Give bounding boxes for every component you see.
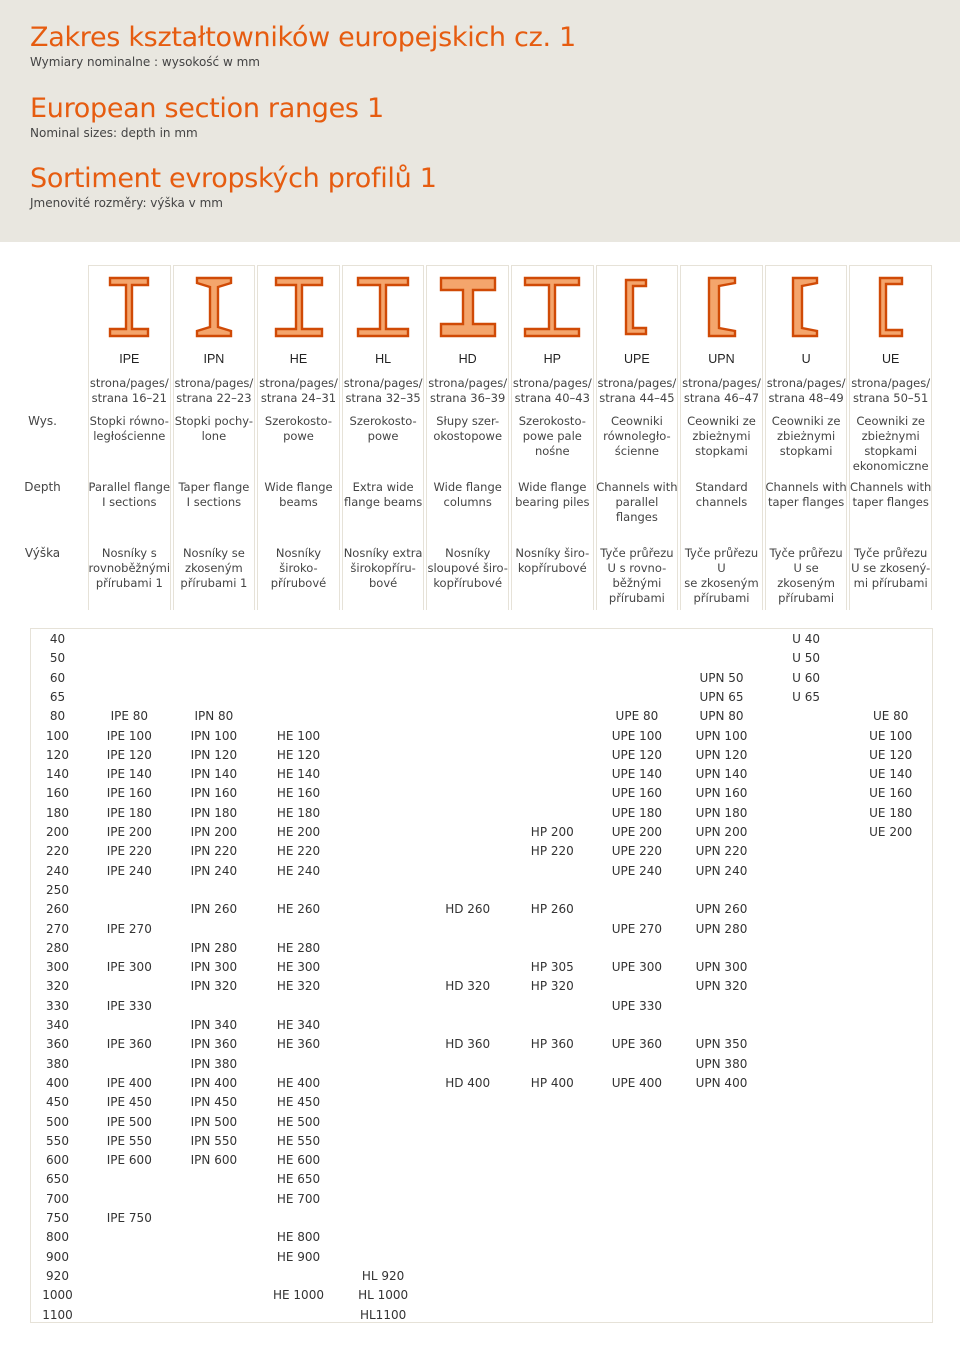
- section-size-cell: IPE 270: [106, 921, 152, 936]
- section-size-cell: HE 120: [276, 747, 321, 762]
- description-polish: Stopki równo- ległościenne: [89, 414, 169, 443]
- section-size-cell: UPE 400: [611, 1075, 663, 1090]
- section-size-cell: IPN 400: [190, 1075, 238, 1090]
- section-size-cell: UPE 100: [611, 728, 663, 743]
- section-size-cell: U 65: [792, 689, 821, 704]
- section-code: UPN: [708, 352, 735, 366]
- section-size-cell: UPE 240: [611, 863, 663, 878]
- depth-value: 450: [46, 1095, 69, 1110]
- depth-value: 330: [46, 998, 69, 1013]
- description-english: Channels with taper flanges: [765, 480, 847, 509]
- section-size-cell: HE 400: [276, 1075, 321, 1090]
- description-polish: Ceowniki równoległo- ścienne: [603, 414, 671, 458]
- description-polish: Szerokosto- powe pale nośne: [518, 414, 586, 458]
- description-czech: Nosníky s rovnoběžnými přírubami 1: [88, 546, 171, 590]
- description-czech: Nosníky se zkoseným přírubami 1: [180, 546, 248, 590]
- section-size-cell: IPN 450: [190, 1095, 238, 1110]
- section-size-cell: UE 120: [869, 747, 913, 762]
- description-english: Wide flange beams: [264, 480, 333, 509]
- depth-value: 650: [46, 1172, 69, 1187]
- section-size-cell: UE 80: [872, 709, 909, 724]
- section-code: HL: [375, 352, 392, 366]
- section-size-cell: UPN 240: [695, 863, 748, 878]
- section-size-cell: UPE 160: [611, 786, 663, 801]
- upe-profile-icon: [606, 274, 668, 340]
- depth-value: 1100: [42, 1307, 73, 1322]
- section-size-cell: UPE 180: [611, 805, 663, 820]
- page-reference: strona/pages/ strana 22–23: [174, 376, 254, 405]
- depth-value: 320: [46, 979, 69, 994]
- depth-value: 500: [46, 1114, 69, 1129]
- section-size-cell: IPE 140: [106, 767, 152, 782]
- section-size-cell: IPE 100: [106, 728, 152, 743]
- section-size-cell: IPN 380: [190, 1056, 238, 1071]
- section-size-cell: UE 180: [869, 805, 913, 820]
- section-code: HP: [543, 352, 561, 366]
- hd-profile-icon: [437, 274, 499, 340]
- section-size-cell: IPE 550: [106, 1133, 152, 1148]
- section-size-cell: IPN 160: [190, 786, 238, 801]
- description-polish: Słupy szer- okostopowe: [433, 414, 503, 443]
- depth-value: 270: [46, 921, 69, 936]
- row-label-polish: Wys.: [28, 414, 57, 428]
- he-profile-icon: [268, 274, 330, 340]
- section-size-cell: IPE 80: [110, 709, 149, 724]
- section-code: UPE: [624, 352, 650, 366]
- section-size-cell: IPN 200: [190, 825, 238, 839]
- section-size-cell: IPN 180: [190, 805, 238, 820]
- section-size-cell: HE 300: [276, 960, 321, 975]
- section-size-cell: U 50: [792, 651, 821, 666]
- section-size-cell: HE 340: [276, 1018, 321, 1032]
- section-size-cell: HE 180: [276, 805, 321, 820]
- section-size-cell: UPE 120: [611, 747, 663, 762]
- section-size-cell: HE 280: [276, 940, 321, 955]
- section-size-cell: IPN 360: [190, 1037, 238, 1052]
- section-size-cell: HP 320: [530, 979, 574, 994]
- section-size-cell: IPE 180: [106, 805, 152, 820]
- description-english: Wide flange bearing piles: [515, 480, 590, 509]
- section-size-cell: HE 900: [276, 1249, 321, 1264]
- depth-value: 220: [46, 844, 69, 859]
- section-size-cell: HE 450: [276, 1095, 321, 1110]
- description-czech: Tyče průřezu U se zkoseným přírubami: [684, 546, 759, 605]
- depth-value: 360: [46, 1037, 69, 1052]
- section-size-cell: IPN 340: [190, 1018, 238, 1032]
- section-size-cell: IPE 120: [106, 747, 152, 762]
- section-size-cell: UPN 400: [695, 1075, 748, 1090]
- description-english: Channels with taper flanges: [850, 480, 932, 509]
- section-size-cell: UE 100: [869, 728, 913, 743]
- section-size-cell: HE 600: [276, 1153, 321, 1168]
- depth-value: 300: [46, 960, 69, 975]
- section-size-cell: UPE 330: [611, 998, 663, 1013]
- section-size-cell: UPE 200: [611, 825, 663, 839]
- section-size-cell: HD 320: [445, 979, 491, 994]
- hp-profile-icon: [521, 274, 583, 340]
- section-size-cell: HP 220: [530, 844, 574, 859]
- title-english: European section ranges 1: [30, 93, 384, 124]
- description-czech: Tyče průřezu U s rovno- běžnými přírubami: [600, 546, 674, 605]
- section-size-cell: HE 220: [276, 844, 321, 859]
- section-size-cell: HL 1000: [358, 1288, 409, 1303]
- section-size-cell: IPE 160: [106, 786, 152, 801]
- section-size-cell: IPN 260: [190, 902, 238, 917]
- section-size-cell: HP 360: [530, 1037, 574, 1052]
- section-size-cell: UPN 280: [695, 921, 748, 936]
- page-reference: strona/pages/ strana 44–45: [597, 376, 677, 405]
- section-code: IPE: [119, 352, 140, 366]
- section-size-cell: UPN 80: [699, 709, 744, 724]
- section-size-cell: HE 160: [276, 786, 321, 801]
- page-reference: strona/pages/ strana 40–43: [512, 376, 592, 405]
- section-size-cell: IPN 240: [190, 863, 238, 878]
- title-czech: Sortiment evropských profilů 1: [30, 163, 437, 194]
- description-polish: Szerokosto- powe: [264, 414, 333, 443]
- section-size-cell: UPN 300: [695, 960, 748, 975]
- title-banner: [0, 0, 960, 242]
- section-size-cell: HL1100: [359, 1307, 407, 1322]
- depth-value: 140: [46, 767, 69, 782]
- section-size-cell: IPE 600: [106, 1153, 152, 1168]
- depth-value: 340: [46, 1018, 69, 1032]
- section-size-cell: HP 400: [530, 1075, 574, 1090]
- section-code: U: [801, 352, 811, 366]
- depth-value: 280: [46, 940, 69, 955]
- section-size-cell: UE 140: [869, 767, 913, 782]
- depth-value: 1000: [42, 1288, 73, 1303]
- ipe-profile-icon: [98, 274, 160, 340]
- description-polish: Stopki pochy- lone: [174, 414, 254, 443]
- page-reference: strona/pages/ strana 36–39: [428, 376, 508, 405]
- section-size-cell: UPN 65: [699, 689, 744, 704]
- depth-value: 240: [46, 863, 69, 878]
- row-label-czech: Výška: [24, 546, 61, 560]
- depth-value: 160: [46, 786, 69, 801]
- depth-value: 550: [46, 1133, 69, 1148]
- depth-value: 60: [49, 670, 66, 685]
- section-size-cell: HE 240: [276, 863, 321, 878]
- section-size-cell: IPE 750: [106, 1211, 152, 1225]
- description-polish: Szerokosto- powe: [349, 414, 417, 443]
- description-czech: Nosníky sloupové širo- kopřírubové: [427, 546, 508, 590]
- page-reference: strona/pages/ strana 16–21: [89, 376, 169, 405]
- section-size-cell: UPN 180: [695, 805, 748, 820]
- section-size-cell: UPE 140: [611, 767, 663, 782]
- section-code: HD: [458, 352, 477, 366]
- section-size-cell: HE 700: [276, 1191, 321, 1206]
- section-size-cell: HE 650: [276, 1172, 321, 1187]
- section-size-cell: IPN 300: [190, 960, 238, 975]
- section-size-cell: HE 800: [276, 1230, 321, 1245]
- section-size-cell: UPN 120: [695, 747, 748, 762]
- description-czech: Nosníky širo- kopřírubové: [515, 546, 590, 575]
- description-polish: Ceowniki ze zbieżnymi stopkami: [771, 414, 841, 458]
- section-size-cell: HE 100: [276, 728, 321, 743]
- section-size-cell: HP 305: [530, 960, 574, 975]
- section-size-cell: HD 360: [445, 1037, 491, 1052]
- section-size-cell: IPN 120: [190, 747, 238, 762]
- section-size-cell: IPN 140: [190, 767, 238, 782]
- u-profile-icon: [775, 274, 837, 340]
- depth-value: 900: [46, 1249, 69, 1264]
- section-size-cell: IPN 500: [190, 1114, 238, 1129]
- section-size-cell: UPN 260: [695, 902, 748, 917]
- section-size-cell: UPN 200: [695, 825, 748, 839]
- description-czech: Nosníky široko- přírubové: [270, 546, 327, 590]
- section-size-cell: IPN 600: [190, 1153, 238, 1168]
- section-size-cell: UPN 320: [695, 979, 748, 994]
- section-size-cell: IPE 220: [106, 844, 152, 859]
- depth-value: 80: [49, 709, 66, 724]
- subtitle-polish: Wymiary nominalne : wysokość w mm: [30, 55, 260, 69]
- hl-profile-icon: [352, 274, 414, 340]
- section-size-cell: UPN 140: [695, 767, 748, 782]
- section-size-cell: HP 260: [530, 902, 574, 917]
- page-reference: strona/pages/ strana 48–49: [766, 376, 846, 405]
- section-size-cell: HE 200: [276, 825, 321, 839]
- section-size-cell: UPE 80: [615, 709, 659, 724]
- section-size-cell: HE 1000: [273, 1288, 324, 1303]
- ipn-profile-icon: [183, 274, 245, 340]
- section-code: UE: [882, 352, 900, 366]
- depth-value: 40: [49, 632, 66, 646]
- section-size-cell: HE 320: [276, 979, 321, 994]
- description-czech: Tyče průřezu U se zkoseným přírubami: [769, 546, 843, 605]
- section-size-cell: HE 500: [276, 1114, 321, 1129]
- title-polish: Zakres kształtowników europejskich cz. 1: [30, 22, 576, 53]
- page-reference: strona/pages/ strana 50–51: [851, 376, 931, 405]
- section-size-cell: UPN 350: [695, 1037, 748, 1052]
- section-size-cell: UPN 380: [695, 1056, 748, 1071]
- upn-profile-icon: [691, 274, 753, 340]
- depth-value: 120: [46, 747, 69, 762]
- description-english: Channels with parallel flanges: [596, 480, 678, 524]
- section-size-cell: UPE 360: [611, 1037, 663, 1052]
- section-size-cell: UPN 220: [695, 844, 748, 859]
- section-size-cell: U 40: [792, 632, 821, 646]
- section-size-cell: IPN 100: [190, 728, 238, 743]
- depth-value: 750: [46, 1211, 69, 1225]
- section-size-cell: IPN 550: [190, 1133, 238, 1148]
- description-czech: Tyče průřezu U se zkosený- mi přírubami: [851, 546, 931, 590]
- section-code: IPN: [203, 352, 225, 366]
- depth-value: 65: [49, 689, 66, 704]
- depth-value: 800: [46, 1230, 69, 1245]
- description-english: Taper flange I sections: [178, 480, 250, 509]
- section-size-cell: IPN 80: [194, 709, 234, 724]
- depth-value: 400: [46, 1075, 69, 1090]
- depth-value: 700: [46, 1191, 69, 1206]
- section-size-cell: UPE 270: [611, 921, 663, 936]
- depth-value: 380: [46, 1056, 69, 1071]
- section-size-cell: IPN 320: [190, 979, 238, 994]
- section-size-cell: HL 920: [361, 1268, 405, 1283]
- depth-value: 600: [46, 1153, 69, 1168]
- section-size-cell: UPN 100: [695, 728, 748, 743]
- page-reference: strona/pages/ strana 24–31: [259, 376, 338, 405]
- section-size-cell: IPE 360: [106, 1037, 152, 1052]
- description-english: Extra wide flange beams: [343, 480, 423, 509]
- section-code: HE: [289, 352, 308, 366]
- section-size-cell: IPN 220: [190, 844, 238, 859]
- section-size-cell: HE 550: [276, 1133, 321, 1148]
- depth-value: 250: [46, 882, 69, 897]
- section-size-cell: IPE 500: [106, 1114, 152, 1129]
- section-size-cell: HP 200: [530, 825, 574, 839]
- subtitle-czech: Jmenovité rozměry: výška v mm: [30, 196, 223, 210]
- section-size-cell: UE 200: [869, 825, 913, 839]
- depth-value: 920: [46, 1268, 69, 1283]
- ue-profile-icon: [860, 274, 922, 340]
- subtitle-english: Nominal sizes: depth in mm: [30, 126, 198, 140]
- depth-value: 50: [49, 651, 66, 666]
- section-size-cell: UPE 300: [611, 960, 663, 975]
- row-label-english: Depth: [24, 480, 61, 494]
- description-english: Parallel flange I sections: [88, 480, 171, 509]
- depth-value: 180: [46, 805, 69, 820]
- section-size-cell: UE 160: [869, 786, 913, 801]
- section-size-cell: IPE 330: [106, 998, 152, 1013]
- section-size-cell: UPN 160: [695, 786, 748, 801]
- depth-value: 260: [46, 902, 69, 917]
- section-size-cell: UPE 220: [611, 844, 663, 859]
- section-size-cell: HD 260: [445, 902, 491, 917]
- section-size-cell: IPE 240: [106, 863, 152, 878]
- section-size-cell: U 60: [792, 670, 821, 685]
- section-size-cell: IPE 450: [106, 1095, 152, 1110]
- description-english: Wide flange columns: [433, 480, 502, 509]
- section-size-cell: UPN 50: [699, 670, 744, 685]
- section-size-cell: HE 360: [276, 1037, 321, 1052]
- depth-value: 100: [46, 728, 69, 743]
- description-polish: Ceowniki ze zbieżnymi stopkami ekonomiczne: [852, 414, 929, 473]
- section-size-cell: IPE 400: [106, 1075, 152, 1090]
- description-polish: Ceowniki ze zbieżnymi stopkami: [687, 414, 756, 458]
- section-size-cell: IPE 200: [106, 825, 152, 839]
- section-size-cell: IPN 280: [190, 940, 238, 955]
- section-size-cell: HE 260: [276, 902, 321, 917]
- page-reference: strona/pages/ strana 32–35: [343, 376, 423, 405]
- page-reference: strona/pages/ strana 46–47: [682, 376, 761, 405]
- depth-value: 200: [46, 825, 69, 839]
- description-english: Standard channels: [695, 480, 748, 509]
- section-size-cell: HD 400: [445, 1075, 491, 1090]
- description-czech: Nosníky extra širokopříru- bové: [343, 546, 423, 590]
- section-size-cell: IPE 300: [106, 960, 152, 975]
- section-size-cell: HE 140: [276, 767, 321, 782]
